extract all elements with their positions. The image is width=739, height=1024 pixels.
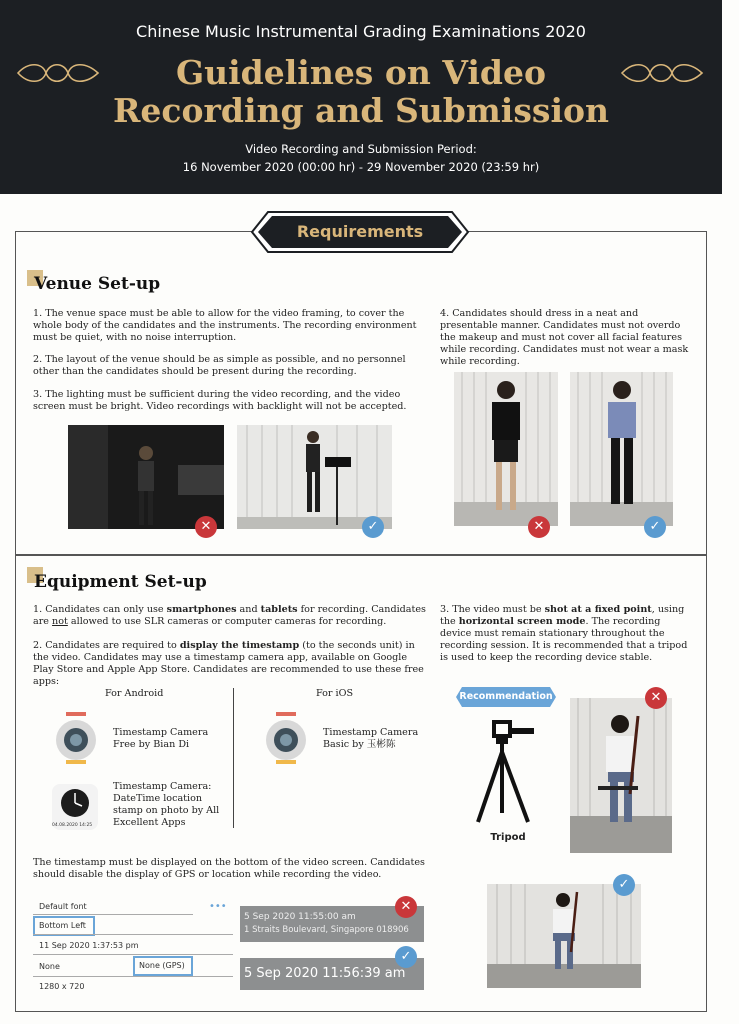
text-line: Timestamp Camera	[323, 727, 419, 738]
period-label: Video Recording and Submission Period:	[245, 142, 477, 156]
text-span: and	[236, 604, 261, 615]
bad-timestamp-line-1: 5 Sep 2020 11:55:00 am	[244, 912, 356, 922]
correct-mark-icon: ✓	[362, 516, 384, 538]
page-title	[0, 54, 722, 130]
text-bold: tablets	[260, 604, 298, 615]
bad-timestamp-line-2: 1 Straits Boulevard, Singapore 018906	[244, 925, 409, 935]
font-setting: Default font	[39, 902, 87, 911]
text-span: , using the	[440, 604, 685, 627]
text-span: 1. Candidates can only use	[33, 604, 167, 615]
position-setting[interactable]: Bottom Left	[39, 921, 86, 930]
period-dates: 16 November 2020 (00:00 hr) - 29 November 2020 (23:59 hr)	[182, 160, 540, 174]
neat-dress-photo	[570, 372, 673, 526]
text-line: Free by Bian Di	[113, 739, 190, 750]
text-span: . The recording device must remain stationary throughout the recording session. It is recommended that a tripod is used to keep the recording device stable.	[440, 616, 688, 663]
text-line: Timestamp Camera	[113, 727, 209, 738]
text-span: 2. Candidates are required to	[33, 640, 180, 651]
correct-mark-icon: ✓	[395, 946, 417, 968]
tripod-icon	[470, 718, 546, 828]
bright-room-photo	[237, 425, 392, 529]
android-app-1-name	[113, 727, 208, 751]
text-span: 3. The video must be	[440, 604, 545, 615]
text-bold: horizontal screen mode	[458, 616, 586, 627]
venue-paragraph-1: 1. The venue space must be able to allow for the video framing, to cover the whole body of the candidates and the instruments. The recording environment must be quiet, with no noise interruption.	[33, 308, 417, 343]
text-bold: shot at a fixed point	[544, 604, 652, 615]
divider	[33, 914, 193, 915]
text-bold: smartphones	[166, 604, 237, 615]
venue-paragraph-2: 2. The layout of the venue should be as simple as possible, and no personnel other than the candidates should be present during the recording.	[33, 354, 406, 377]
ios-app-name	[323, 727, 418, 751]
timestamp-settings-panel	[33, 896, 233, 996]
wrong-mark-icon: ✕	[528, 516, 550, 538]
divider	[33, 954, 233, 955]
text-span: allowed to use SLR cameras or computer cameras for recording.	[67, 616, 387, 627]
text-line: Basic by 玉彬陈	[323, 739, 396, 750]
text-span: (to the seconds unit) in the video. Candidates may use a timestamp camera app, available on Google Play Store and Apple App Store. Candidates are recommended to use these free apps:	[33, 640, 424, 687]
submission-period	[0, 140, 722, 176]
recommendation-label: Recommendation	[459, 691, 553, 702]
timestamp-camera-app-icon	[54, 712, 98, 764]
equipment-paragraph-2	[33, 640, 428, 688]
correct-mark-icon: ✓	[644, 516, 666, 538]
wrong-mark-icon: ✕	[395, 896, 417, 918]
equipment-paragraph-3	[440, 604, 690, 664]
app-icon-date: 04.08.2020 14:25	[52, 823, 93, 828]
text-bold: display the timestamp	[179, 640, 300, 651]
wrong-mark-icon: ✕	[195, 516, 217, 538]
equipment-title: Equipment Set-up	[34, 572, 207, 592]
horizontal-recording-photo	[487, 884, 641, 988]
equipment-paragraph-1	[33, 604, 428, 628]
wrong-mark-icon: ✕	[645, 687, 667, 709]
gps-setting[interactable]: None (GPS)	[139, 961, 185, 970]
datetime-setting[interactable]: 11 Sep 2020 1:37:53 pm	[39, 941, 139, 950]
resolution-setting[interactable]: 1280 x 720	[39, 982, 85, 991]
correct-mark-icon: ✓	[613, 874, 635, 896]
column-divider	[233, 688, 234, 828]
title-line-2: Recording and Submission	[112, 91, 610, 130]
venue-title: Venue Set-up	[34, 274, 161, 294]
more-options-icon[interactable]: •••	[209, 901, 227, 912]
divider	[33, 976, 233, 977]
timestamp-camera-basic-icon	[264, 712, 308, 764]
timestamp-note: The timestamp must be displayed on the bottom of the video screen. Candidates should disable the display of GPS or location while recording the video.	[33, 857, 425, 880]
title-line-1: Guidelines on Video	[175, 53, 547, 92]
text-line: Timestamp Camera:	[113, 781, 212, 792]
header-subtitle: Chinese Music Instrumental Grading Examinations 2020	[136, 22, 586, 41]
dark-room-photo	[68, 425, 224, 529]
text-span: for recording. Candidates are	[33, 604, 426, 627]
good-timestamp-text: 5 Sep 2020 11:56:39 am	[244, 966, 406, 981]
tripod-label: Tripod	[490, 832, 526, 843]
ios-label: For iOS	[316, 688, 354, 699]
location-setting[interactable]: None	[39, 962, 60, 971]
android-label: For Android	[105, 688, 164, 699]
android-app-2-name	[113, 781, 219, 829]
text-line: Excellent Apps	[113, 817, 186, 828]
text-underline: not	[52, 616, 68, 627]
casual-dress-photo	[454, 372, 558, 526]
text-line: stamp on photo by All	[113, 805, 220, 816]
text-line: DateTime location	[113, 793, 203, 804]
vertical-recording-photo	[570, 698, 672, 853]
venue-paragraph-3: 3. The lighting must be sufficient during the video recording, and the video screen must be bright. Video recordings with backlight will not be accepted.	[33, 389, 407, 412]
requirements-label: Requirements	[296, 222, 424, 241]
venue-paragraph-4: 4. Candidates should dress in a neat and presentable manner. Candidates must not overdo the makeup and must not cover all facial features while recording. Candidates must not wear a mask while recording.	[440, 308, 689, 367]
divider	[33, 934, 233, 935]
